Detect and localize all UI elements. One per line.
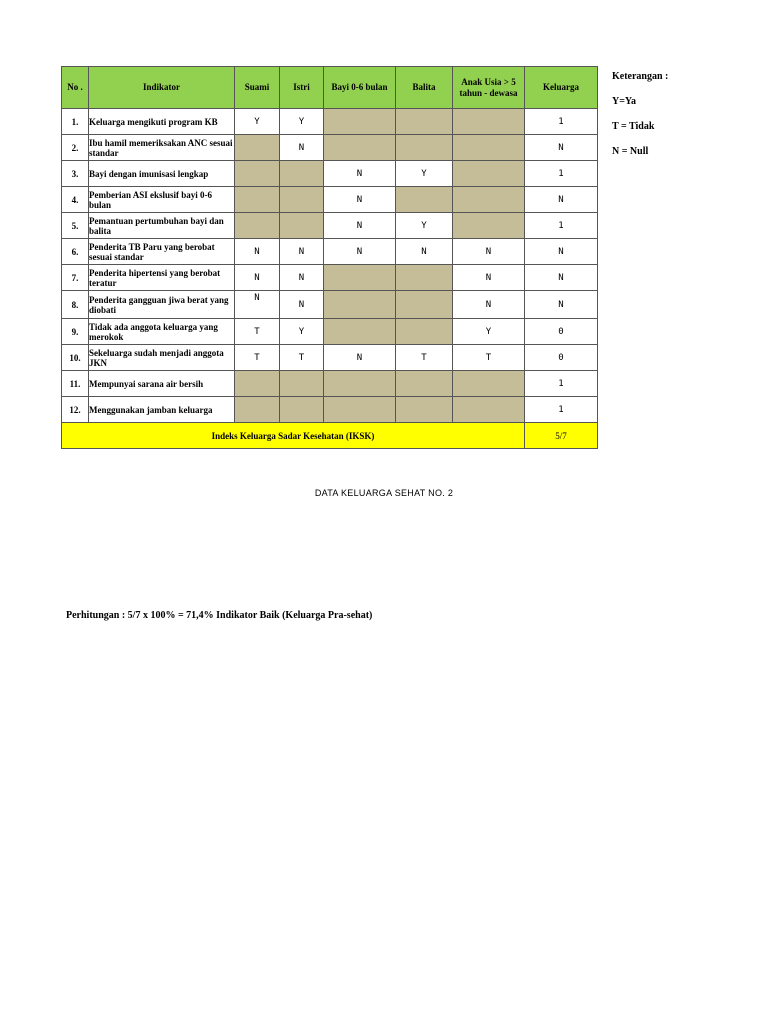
cell-balita	[396, 319, 453, 345]
header-suami: Suami	[235, 67, 280, 109]
cell-balita	[396, 291, 453, 319]
cell-anak	[453, 371, 525, 397]
cell-istri: N	[280, 291, 324, 319]
row-number: 2.	[62, 135, 89, 161]
cell-anak: N	[453, 239, 525, 265]
row-number: 10.	[62, 345, 89, 371]
table-row	[62, 161, 598, 187]
iksk-table	[61, 66, 598, 449]
cell-keluarga: N	[525, 187, 598, 213]
cell-suami: T	[235, 345, 280, 371]
cell-keluarga: 1	[525, 371, 598, 397]
row-indikator: Pemantuan pertumbuhan bayi dan balita	[89, 213, 235, 239]
row-indikator: Tidak ada anggota keluarga yang merokok	[89, 319, 235, 345]
cell-istri	[280, 371, 324, 397]
row-number: 1.	[62, 109, 89, 135]
row-number: 9.	[62, 319, 89, 345]
header-bayi: Bayi 0-6 bulan	[324, 67, 396, 109]
cell-suami	[235, 397, 280, 423]
cell-suami: N	[235, 239, 280, 265]
cell-balita	[396, 371, 453, 397]
table-row	[62, 319, 598, 345]
cell-balita: T	[396, 345, 453, 371]
cell-istri	[280, 187, 324, 213]
cell-bayi: N	[324, 213, 396, 239]
row-number: 3.	[62, 161, 89, 187]
cell-anak: N	[453, 291, 525, 319]
cell-keluarga: 1	[525, 109, 598, 135]
table-row	[62, 109, 598, 135]
row-number: 11.	[62, 371, 89, 397]
cell-bayi	[324, 265, 396, 291]
row-number: 5.	[62, 213, 89, 239]
cell-anak	[453, 109, 525, 135]
row-number: 7.	[62, 265, 89, 291]
row-indikator: Bayi dengan imunisasi lengkap	[89, 161, 235, 187]
cell-suami	[235, 187, 280, 213]
table-row	[62, 213, 598, 239]
header-balita: Balita	[396, 67, 453, 109]
cell-suami	[235, 213, 280, 239]
cell-suami	[235, 135, 280, 161]
cell-balita: Y	[396, 161, 453, 187]
cell-keluarga: 1	[525, 213, 598, 239]
cell-anak: T	[453, 345, 525, 371]
header-anak: Anak Usia > 5 tahun - dewasa	[453, 67, 525, 109]
table-body	[62, 109, 598, 449]
cell-istri: T	[280, 345, 324, 371]
cell-bayi	[324, 109, 396, 135]
cell-keluarga: N	[525, 135, 598, 161]
cell-balita: Y	[396, 213, 453, 239]
cell-istri	[280, 397, 324, 423]
legend-n: N = Null	[612, 146, 649, 157]
legend-y: Y=Ya	[612, 96, 637, 107]
row-indikator: Penderita hipertensi yang berobat teratur	[89, 265, 235, 291]
cell-keluarga: 0	[525, 319, 598, 345]
header-istri: Istri	[280, 67, 324, 109]
row-indikator: Sekeluarga sudah menjadi anggota JKN	[89, 345, 235, 371]
row-indikator: Keluarga mengikuti program KB	[89, 109, 235, 135]
cell-keluarga: N	[525, 291, 598, 319]
cell-suami: N	[235, 265, 280, 291]
table-row	[62, 397, 598, 423]
cell-balita: N	[396, 239, 453, 265]
cell-suami	[235, 161, 280, 187]
cell-balita	[396, 109, 453, 135]
cell-bayi: N	[324, 239, 396, 265]
cell-keluarga: 1	[525, 397, 598, 423]
cell-keluarga: 1	[525, 161, 598, 187]
iksk-total-value: 5/7	[525, 423, 598, 449]
cell-anak	[453, 397, 525, 423]
cell-istri	[280, 161, 324, 187]
table-row	[62, 239, 598, 265]
legend-title: Keterangan :	[612, 71, 669, 82]
row-indikator: Penderita TB Paru yang berobat sesuai standar	[89, 239, 235, 265]
cell-keluarga: N	[525, 265, 598, 291]
table-row	[62, 291, 598, 319]
cell-anak	[453, 187, 525, 213]
cell-balita	[396, 187, 453, 213]
cell-istri: Y	[280, 109, 324, 135]
cell-anak	[453, 213, 525, 239]
cell-keluarga: 0	[525, 345, 598, 371]
row-indikator: Pemberian ASI ekslusif bayi 0-6 bulan	[89, 187, 235, 213]
cell-bayi	[324, 371, 396, 397]
cell-bayi	[324, 397, 396, 423]
cell-anak: N	[453, 265, 525, 291]
cell-bayi: N	[324, 345, 396, 371]
legend-t: T = Tidak	[612, 121, 655, 132]
row-number: 12.	[62, 397, 89, 423]
table-header-row	[62, 67, 598, 109]
header-no: No .	[62, 67, 89, 109]
table-row	[62, 345, 598, 371]
table-row	[62, 135, 598, 161]
cell-bayi	[324, 291, 396, 319]
cell-istri: Y	[280, 319, 324, 345]
row-indikator: Mempunyai sarana air bersih	[89, 371, 235, 397]
row-number: 6.	[62, 239, 89, 265]
cell-suami	[235, 371, 280, 397]
cell-bayi	[324, 135, 396, 161]
cell-suami: Y	[235, 109, 280, 135]
row-number: 8.	[62, 291, 89, 319]
cell-balita	[396, 397, 453, 423]
row-indikator: Penderita gangguan jiwa berat yang diobati	[89, 291, 235, 319]
cell-bayi: N	[324, 161, 396, 187]
cell-istri: N	[280, 265, 324, 291]
cell-anak	[453, 161, 525, 187]
cell-anak: Y	[453, 319, 525, 345]
row-indikator: Menggunakan jamban keluarga	[89, 397, 235, 423]
cell-suami: N	[235, 291, 280, 319]
cell-suami: T	[235, 319, 280, 345]
iksk-total-label: Indeks Keluarga Sadar Kesehatan (IKSK)	[62, 423, 525, 449]
table-row	[62, 371, 598, 397]
header-indikator: Indikator	[89, 67, 235, 109]
cell-istri: N	[280, 239, 324, 265]
cell-keluarga: N	[525, 239, 598, 265]
table-row	[62, 265, 598, 291]
cell-balita	[396, 135, 453, 161]
iksk-total-row	[62, 423, 598, 449]
cell-bayi	[324, 319, 396, 345]
cell-istri: N	[280, 135, 324, 161]
legend	[612, 70, 668, 170]
calculation-text: Perhitungan : 5/7 x 100% = 71,4% Indikator Baik (Keluarga Pra-sehat)	[66, 610, 373, 621]
cell-istri	[280, 213, 324, 239]
document-caption: DATA KELUARGA SEHAT NO. 2	[314, 488, 454, 498]
cell-bayi: N	[324, 187, 396, 213]
row-number: 4.	[62, 187, 89, 213]
cell-anak	[453, 135, 525, 161]
table-row	[62, 187, 598, 213]
cell-balita	[396, 265, 453, 291]
header-keluarga: Keluarga	[525, 67, 598, 109]
row-indikator: Ibu hamil memeriksakan ANC sesuai standar	[89, 135, 235, 161]
